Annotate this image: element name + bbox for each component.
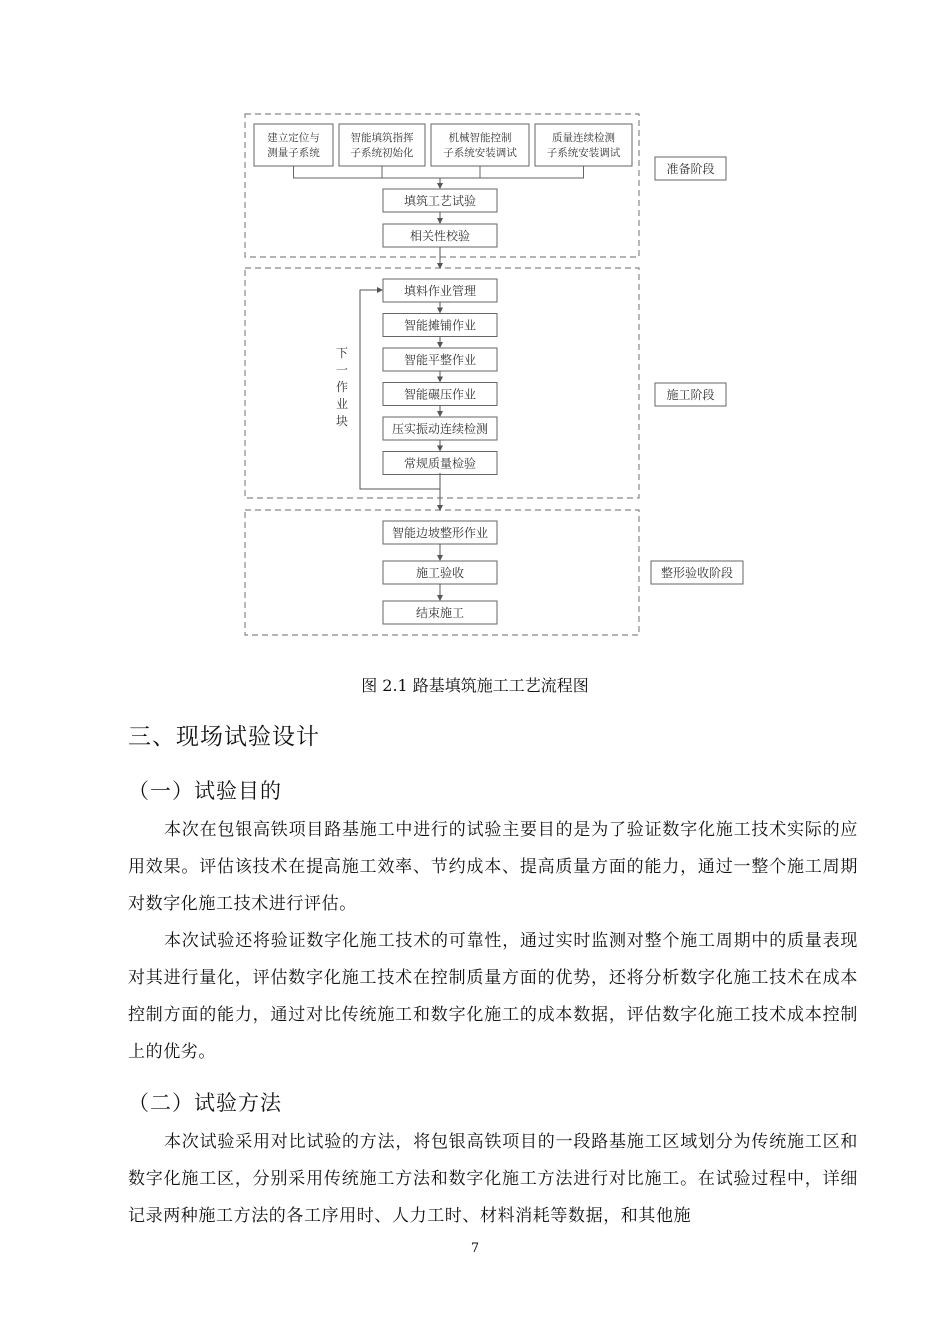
construction-step-6 <box>383 452 497 475</box>
page-number: 7 <box>470 1241 480 1256</box>
finish-step-3 <box>383 601 497 624</box>
prep-box-4 <box>535 124 632 166</box>
loop-label-c2: 一 <box>335 363 349 377</box>
loop-label-c5: 块 <box>335 414 349 428</box>
construction-flowchart <box>0 0 950 650</box>
prep-box-1-text2: 测量子系统 <box>267 147 320 159</box>
prep-box-3-text: 机械智能控制 <box>448 132 512 144</box>
finish-step-3-text: 结束施工 <box>415 606 465 620</box>
prep-stage-label-text: 准备阶段 <box>666 162 715 176</box>
prep-box-3-text2: 子系统安装调试 <box>443 147 517 159</box>
prep-step-2-text: 相关性校验 <box>409 229 471 243</box>
construction-step-3 <box>383 348 497 382</box>
construction-step-6-text: 常规质量检验 <box>403 456 477 471</box>
prep-step-2 <box>383 224 497 247</box>
finish-stage-label <box>651 561 743 584</box>
prep-box-1-text: 建立定位与 <box>267 132 320 144</box>
subsection-title-method: （二）试验方法 <box>128 1091 282 1115</box>
finish-step-1-text: 智能边坡整形作业 <box>391 526 489 540</box>
loop-label <box>336 346 348 428</box>
paragraph-purpose-1: 本次在包银高铁项目路基施工中进行的试验主要目的是为了验证数字化施工技术实际的应用效果。评估该技术在提高施工效率、节约成本、提高质量方面的能力，通过一整个施工周期对数字化施工技术进行评估。 <box>128 820 858 914</box>
prep-box-2 <box>339 124 425 166</box>
finish-step-1 <box>383 521 497 544</box>
construction-step-2-text: 智能摊铺作业 <box>403 318 477 333</box>
construction-step-1 <box>383 279 497 313</box>
prep-box-1 <box>254 124 333 166</box>
construction-step-5 <box>383 417 497 451</box>
construction-step-4-text: 智能碾压作业 <box>403 387 477 402</box>
figure-caption: 图 2.1 路基填筑施工工艺流程图 <box>361 676 589 695</box>
loop-label-c1: 下 <box>335 346 349 360</box>
construction-step-5-text: 压实振动连续检测 <box>391 422 489 436</box>
prep-step-1 <box>383 189 497 212</box>
prep-box-2-text: 智能填筑指挥 <box>350 132 414 144</box>
construction-stage-label-text: 施工阶段 <box>666 388 715 402</box>
construction-step-2 <box>383 314 497 348</box>
prep-box-4-text2: 子系统安装调试 <box>546 147 621 159</box>
construction-step-1-text: 填料作业管理 <box>403 284 477 298</box>
prep-box-2-text2: 子系统初始化 <box>350 147 414 159</box>
finish-step-2 <box>383 561 497 584</box>
construction-step-4 <box>383 383 497 417</box>
construction-step-3-text: 智能平整作业 <box>403 353 477 367</box>
prep-stage-label <box>655 157 726 180</box>
paragraph-purpose-2: 本次试验还将验证数字化施工技术的可靠性，通过实时监测对整个施工周期中的质量表现对其进行量化，评估数字化施工技术在控制质量方面的优势，还将分析数字化施工技术在成本控制方面的能力，通过对比传统施工和数字化施工的成本数据，评估数字化施工技术成本控制上的优劣。 <box>128 931 858 1062</box>
prep-box-3 <box>431 124 529 166</box>
paragraph-method: 本次试验采用对比试验的方法，将包银高铁项目的一段路基施工区域划分为传统施工区和数字化施工区，分别采用传统施工方法和数字化施工方法进行对比施工。在试验过程中，详细记录两种施工方法的各工序用时、人力工时、材料消耗等数据，和其他施 <box>128 1132 858 1226</box>
finish-step-2-text: 施工验收 <box>415 566 465 580</box>
flowchart-canvas <box>0 0 950 650</box>
finish-stage-label-text: 整形验收阶段 <box>660 566 734 580</box>
section-title: 三、现场试验设计 <box>128 724 320 750</box>
loop-label-c3: 作 <box>335 380 349 394</box>
prep-box-4-text: 质量连续检测 <box>552 132 615 144</box>
prep-step-1-text: 填筑工艺试验 <box>403 194 477 208</box>
loop-label-c4: 业 <box>335 397 349 411</box>
construction-stage-label <box>655 383 726 406</box>
subsection-title-purpose: （一）试验目的 <box>128 779 282 803</box>
